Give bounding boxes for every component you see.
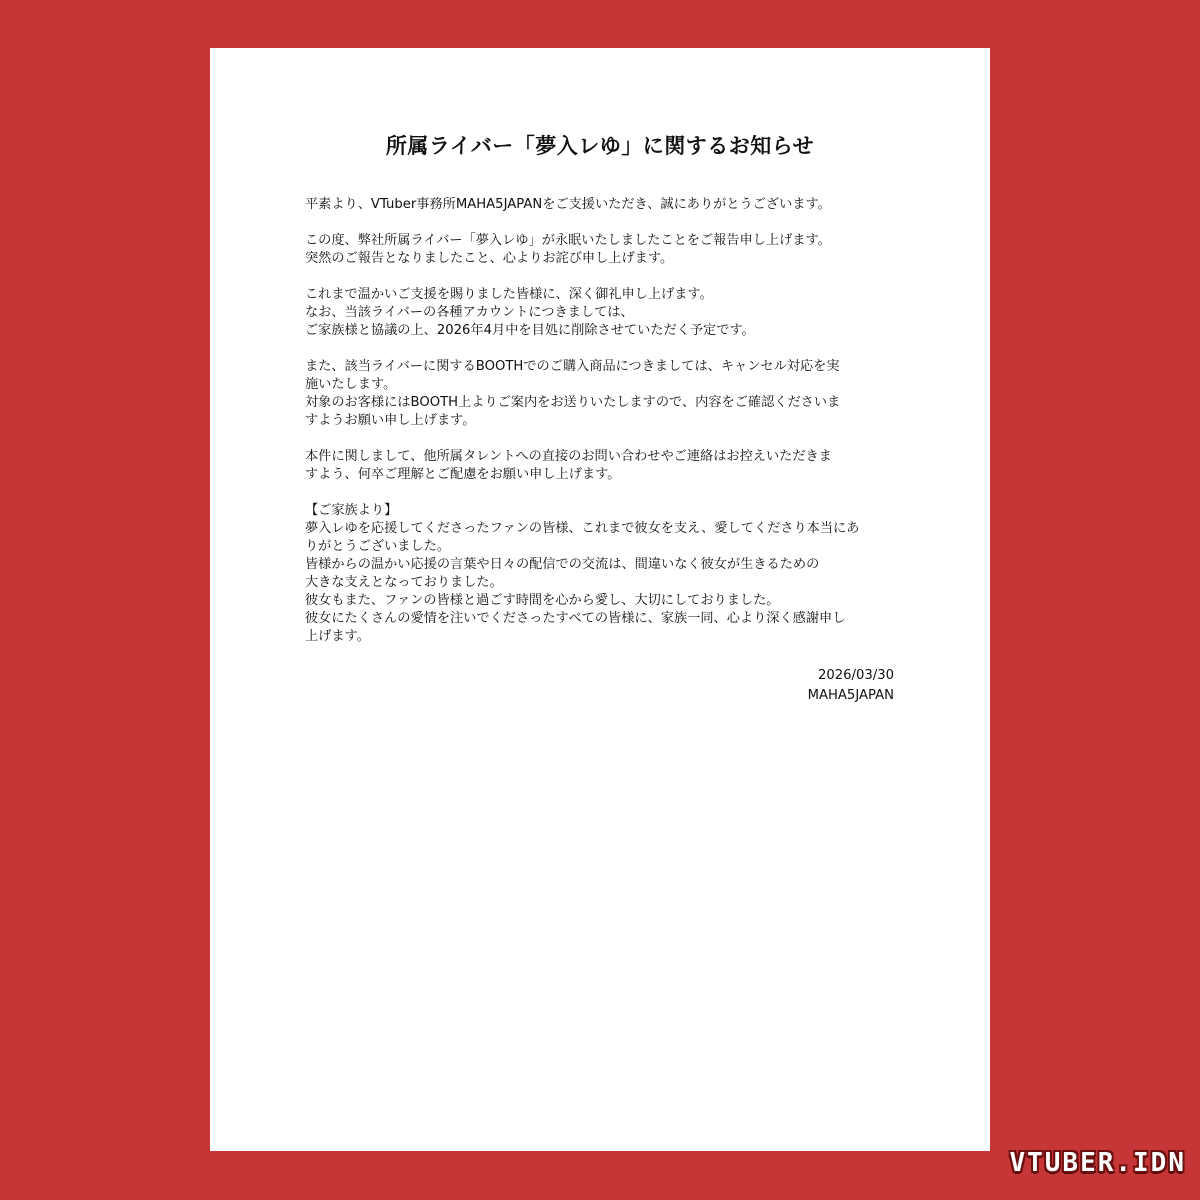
text-line: すようお願い申し上げます。 (305, 413, 476, 428)
text-line: これまで温かいご支援を賜りました皆様に、深く御礼申し上げます。 (305, 287, 713, 302)
text-line: また、該当ライバーに関するBOOTHでのご購入商品につきましては、キャンセル対応を実 (305, 359, 840, 374)
text-line: この度、弊社所属ライバー「夢入レゆ」が永眠いたしましたことをご報告申し上げます。 (305, 233, 831, 248)
text-line: 本件に関しまして、他所属タレントへの直接のお問い合わせやご連絡はお控えいただきま (305, 449, 832, 464)
document-date: 2026/03/30 (817, 668, 894, 683)
text-line: 施いたします。 (305, 377, 397, 392)
paragraph-family (305, 502, 905, 646)
text-line: 皆様からの温かい応援の言葉や日々の配信での交流は、間違いなく彼女が生きるための (305, 557, 820, 572)
paragraph-inquiries (305, 448, 905, 484)
text-line: 大きな支えとなっておりました。 (305, 575, 503, 590)
text-line: ご家族様と協議の上、2026年4月中を目処に削除させていただく予定です。 (305, 323, 755, 338)
text-line: りがとうございました。 (305, 539, 451, 554)
text-line: 上げます。 (305, 629, 370, 644)
document-body (305, 196, 905, 664)
text-line: 夢入レゆを応援してくださったファンの皆様、これまで彼女を支え、愛してくださり本当にあ (305, 521, 860, 536)
text-line: 彼女もまた、ファンの皆様と過ごす時間を心から愛し、大切にしておりました。 (305, 593, 780, 608)
paragraph-booth (305, 358, 905, 430)
signature-name: MAHA5JAPAN (807, 688, 894, 703)
paragraph-accounts (305, 286, 905, 340)
paragraph-announcement (305, 232, 905, 268)
text-line: すよう、何卒ご理解とご配慮をお願い申し上げます。 (305, 467, 621, 482)
text-line: 平素より、VTuber事務所MAHA5JAPANをご支援いただき、誠にありがとうございます。 (305, 197, 831, 212)
signature-block (808, 666, 894, 706)
watermark-logo: VTUBER.IDN (1009, 1148, 1186, 1178)
text-line: 対象のお客様にはBOOTH上よりご案内をお送りいたしますので、内容をご確認くださいま (305, 395, 841, 410)
text-line: 彼女にたくさんの愛情を注いでくださったすべての皆様に、家族一同、心より深く感謝申し (305, 611, 846, 626)
text-line: なお、当該ライバーの各種アカウントにつきましては、 (305, 305, 634, 320)
document-title: 所属ライバー「夢入レゆ」に関するお知らせ (385, 134, 815, 158)
section-heading: 【ご家族より】 (305, 503, 398, 518)
text-line: 突然のご報告となりましたこと、心よりお詫び申し上げます。 (305, 251, 674, 266)
paragraph-greeting (305, 196, 905, 214)
